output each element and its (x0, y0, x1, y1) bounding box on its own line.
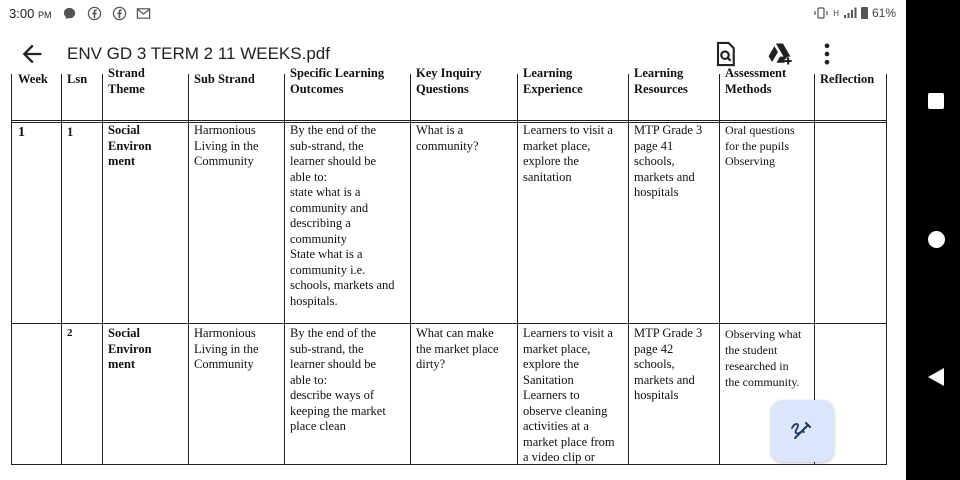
row1-outcomes: By the end of the sub-strand, the learner should be able to: state what is a community and describing a community State what is a community i.e. schools, markets and hospitals. (290, 123, 395, 308)
row2-lsn: 2 (67, 327, 73, 339)
table-border-left (11, 74, 12, 465)
row2-sub-strand: Harmonious Living in the Community (194, 326, 259, 371)
table-row-divider (11, 122, 887, 123)
table-border-bottom (11, 464, 887, 465)
header-resources: Learning Resources (634, 66, 688, 96)
table-border-right (886, 74, 887, 465)
signal-icon (843, 7, 857, 19)
header-lsn: Lsn (67, 72, 88, 86)
table-col-divider (410, 74, 411, 465)
status-right (813, 6, 896, 20)
battery-percent: 61% (871, 6, 896, 20)
gmail-icon (136, 6, 151, 21)
vibrate-icon (813, 7, 829, 19)
back-arrow-icon[interactable] (18, 40, 46, 68)
facebook-icon (112, 6, 127, 21)
row1-strand: Social Environ ment (108, 123, 152, 168)
system-nav-bar (906, 0, 960, 480)
table-row-divider (11, 120, 887, 121)
row2-strand: Social Environ ment (108, 326, 152, 371)
table-col-divider (102, 74, 103, 465)
messenger-icon (62, 6, 77, 21)
annotate-fab[interactable] (771, 400, 834, 462)
row1-lsn: 1 (67, 125, 74, 139)
search-document-icon[interactable] (711, 40, 739, 68)
document-title: ENV GD 3 TERM 2 11 WEEKS.pdf (67, 44, 330, 63)
drive-add-icon[interactable] (766, 40, 794, 68)
header-strand: Strand Theme (108, 66, 145, 96)
row1-sub-strand: Harmonious Living in the Community (194, 123, 259, 168)
status-time-value: 3:00 (9, 6, 35, 21)
table-col-divider (719, 74, 720, 465)
row2-experience: Learners to visit a market place, explore the Sanitation Learners to observe cleaning activities at a market place from a video clip or (523, 326, 615, 464)
more-vert-icon[interactable] (813, 40, 841, 68)
row1-resources: MTP Grade 3 page 41 schools, markets and hospitals (634, 123, 703, 199)
row2-outcomes: By the end of the sub-strand, the learner should be able to: describe ways of keeping the market place clean (290, 326, 386, 433)
row2-assessment: Observing what the student researched in the community. (725, 327, 802, 389)
table-col-divider (628, 74, 629, 465)
row2-questions: What can make the market place dirty? (416, 326, 499, 371)
recents-icon[interactable] (928, 93, 944, 109)
status-time (9, 6, 51, 21)
header-reflection: Reflection (820, 72, 875, 86)
header-questions: Key Inquiry Questions (416, 66, 482, 96)
facebook-icon (87, 6, 102, 21)
row1-week: 1 (18, 125, 25, 140)
header-outcomes: Specific Learning Outcomes (290, 66, 385, 96)
back-triangle-icon[interactable] (927, 367, 945, 387)
table-col-divider (284, 74, 285, 465)
home-icon[interactable] (928, 231, 945, 248)
battery-icon (861, 7, 868, 19)
table-col-divider (517, 74, 518, 465)
header-week: Week (18, 72, 48, 86)
status-time-suffix: PM (37, 10, 52, 20)
edit-annotate-icon (789, 418, 815, 444)
status-bar (0, 0, 906, 28)
header-experience: Learning Experience (523, 66, 583, 96)
row1-questions: What is a community? (416, 123, 479, 153)
signal-type: H (833, 8, 839, 18)
header-sub-strand: Sub Strand (194, 72, 255, 86)
table-row-divider (11, 323, 887, 324)
row1-experience: Learners to visit a market place, explore the sanitation (523, 123, 613, 184)
table-col-divider (61, 74, 62, 465)
row1-assessment: Oral questions for the pupils Observing (725, 123, 795, 168)
header-assessment: Assessment Methods (725, 66, 787, 96)
table-col-divider (188, 74, 189, 465)
row2-resources: MTP Grade 3 page 42 schools, markets and hospitals (634, 326, 703, 402)
